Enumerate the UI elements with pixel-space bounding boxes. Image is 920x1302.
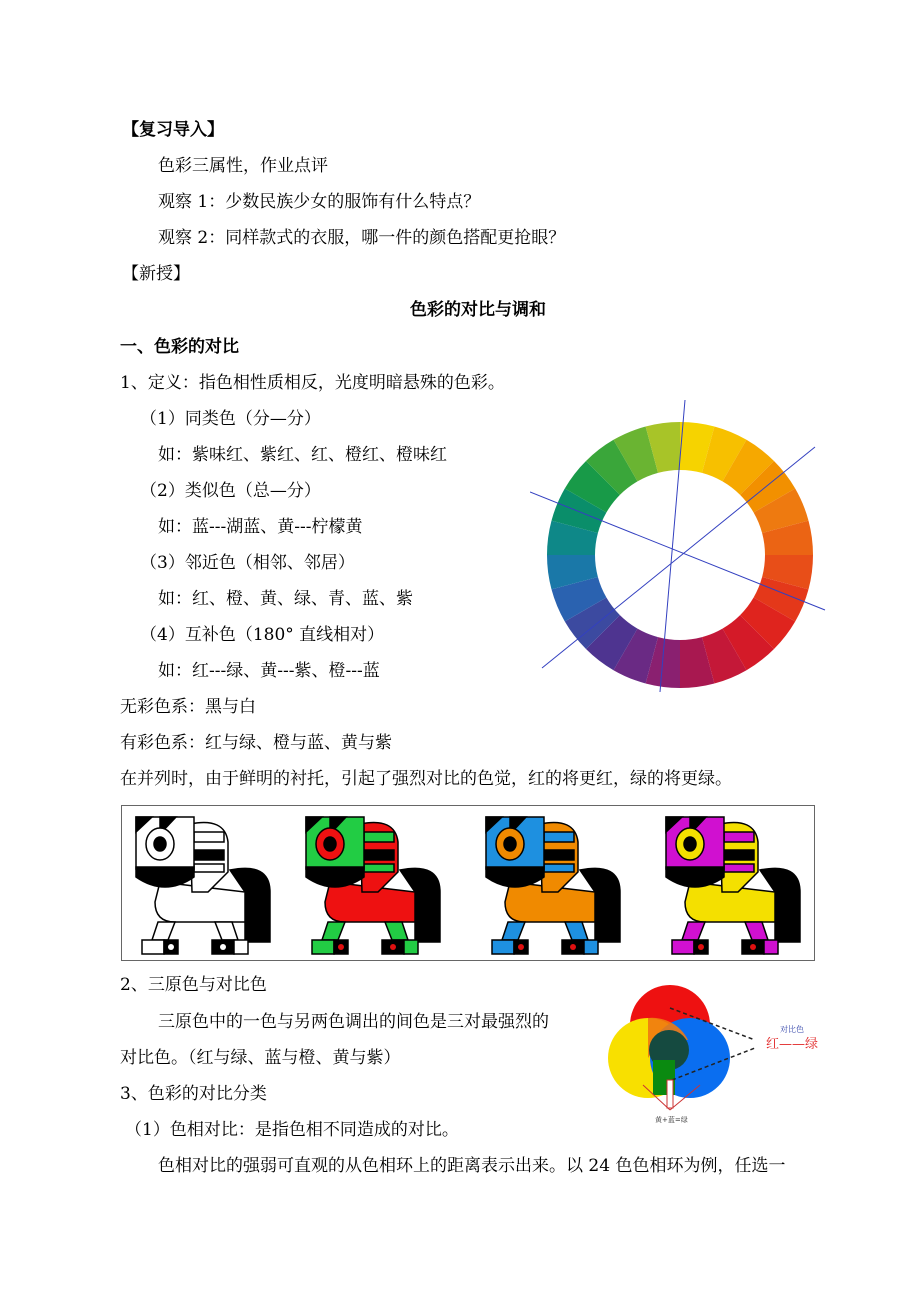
text-line: 色彩三属性，作业点评 <box>158 156 328 176</box>
diagram-label-bottom: 黄+蓝=绿 <box>655 1116 688 1124</box>
horse-figure <box>300 812 445 957</box>
text-line: 如：红---绿、黄---紫、橙---蓝 <box>158 661 380 681</box>
primary-colors-diagram <box>600 980 840 1130</box>
text-line: （1）同类色（分—分） <box>140 409 321 429</box>
text-line: 观察 2：同样款式的衣服，哪一件的颜色搭配更抢眼？ <box>158 228 566 248</box>
text-line: （2）类似色（总—分） <box>140 481 321 501</box>
text-line: 对比色。（红与绿、蓝与橙、黄与紫） <box>120 1048 401 1068</box>
section-heading: 3、色彩的对比分类 <box>120 1084 267 1104</box>
section-heading: 2、三原色与对比色 <box>120 975 267 995</box>
diagram-label-main: 红——绿 <box>766 1037 819 1052</box>
text-line: （4）互补色（180° 直线相对） <box>140 625 385 645</box>
page-title: 色彩的对比与调和 <box>410 300 546 320</box>
text-line: 观察 1：少数民族少女的服饰有什么特点？ <box>158 192 481 212</box>
diagram-label-top: 对比色 <box>780 1025 804 1034</box>
text-line: 如：红、橙、黄、绿、青、蓝、紫 <box>158 589 413 609</box>
text-line: 有彩色系：红与绿、橙与蓝、黄与紫 <box>120 733 392 753</box>
text-line: 1、定义：指色相性质相反，光度明暗悬殊的色彩。 <box>120 373 505 393</box>
text-line: 在并列时，由于鲜明的衬托，引起了强烈对比的色觉，红的将更红，绿的将更绿。 <box>120 769 732 789</box>
text-line: （1）色相对比：是指色相不同造成的对比。 <box>125 1120 459 1140</box>
text-line: 色相对比的强弱可直观的从色相环上的距离表示出来。以 24 色色相环为例，任选一 <box>158 1156 786 1176</box>
heading-new: 【新授】 <box>122 264 190 284</box>
horse-color-comparison-image <box>121 805 815 961</box>
text-line: 无彩色系：黑与白 <box>120 697 256 717</box>
horse-figure <box>480 812 625 957</box>
section-heading: 一、色彩的对比 <box>120 337 239 357</box>
heading-review: 【复习导入】 <box>122 120 224 140</box>
text-line: （3）邻近色（相邻、邻居） <box>140 553 355 573</box>
horse-figure <box>130 812 275 957</box>
color-wheel-image <box>530 395 830 695</box>
text-line: 如：蓝---湖蓝、黄---柠檬黄 <box>158 517 363 537</box>
horse-figure <box>660 812 805 957</box>
text-line: 如：紫味红、紫红、红、橙红、橙味红 <box>158 445 447 465</box>
text-line: 三原色中的一色与另两色调出的间色是三对最强烈的 <box>158 1012 549 1032</box>
